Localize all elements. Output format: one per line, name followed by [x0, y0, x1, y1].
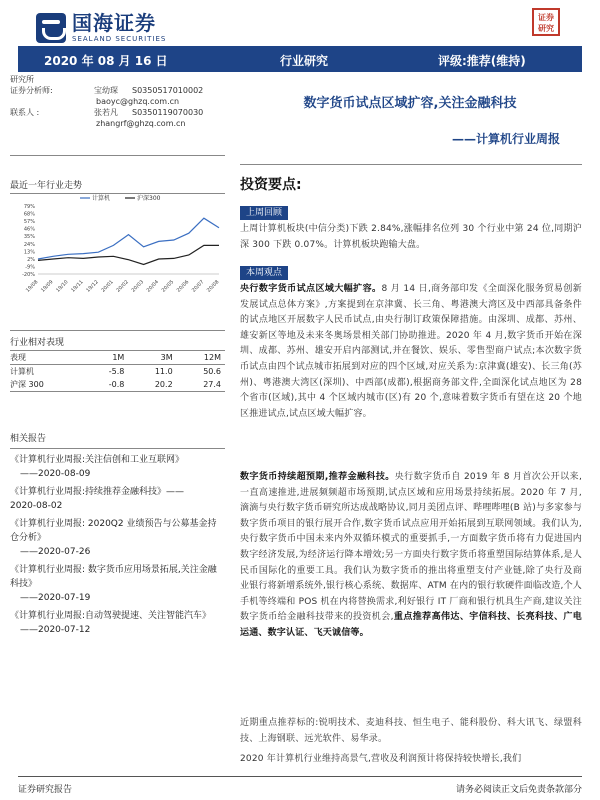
y-tick-label: -9%	[25, 264, 35, 271]
review-paragraph: 上周计算机板块(中信分类)下跌 2.84%,涨幅排名位列 30 个行业中第 24 位,同期沪深 300 下跌 0.07%。计算机板块跑输大盘。	[240, 224, 582, 250]
x-tick-label: 20/05	[160, 279, 176, 294]
y-tick-label: 24%	[23, 241, 35, 248]
outlook-paragraph: 2020 年计算机行业维持高景气,营收及利润预计将保持较快增长,我们	[240, 754, 522, 764]
report-link-text[interactable]: 《计算机行业周报: 2020Q2 业绩预告与公募基金持仓分析》	[10, 519, 217, 543]
legend-label: 计算机	[92, 195, 111, 202]
footer-left: 证券研究报告	[18, 785, 73, 795]
perf-title: 行业相对表现	[10, 338, 65, 348]
report-link[interactable]	[10, 517, 225, 559]
divider	[10, 448, 225, 449]
legend-label: 沪深300	[137, 195, 161, 202]
logo-cn-text: 国海证券	[72, 11, 156, 35]
company-logo	[36, 10, 196, 46]
logo-en-text: SEALAND SECURITIES	[72, 35, 167, 43]
view-paragraph-1	[240, 282, 582, 422]
table-header-cell: 12M	[203, 353, 221, 362]
analyst-cert: S0350517010002	[132, 86, 204, 95]
report-subtitle: ——计算机行业周报	[451, 132, 560, 146]
report-date: 2020 年 08 月 16 日	[44, 54, 168, 68]
x-tick-label: 19/09	[40, 279, 55, 294]
invest-heading: 投资要点:	[240, 177, 302, 193]
table-cell: -0.8	[108, 380, 125, 389]
relative-performance	[10, 330, 225, 392]
y-tick-label: 46%	[23, 226, 35, 233]
x-tick-label: 20/06	[175, 279, 191, 294]
analyst-label: 证券分析师:	[10, 86, 53, 95]
x-tick-label: 19/11	[70, 279, 85, 294]
report-date: ——2020-07-12	[20, 625, 91, 635]
x-tick-label: 20/04	[145, 279, 161, 294]
table-cell: 11.0	[154, 367, 173, 376]
report-date: ——2020-08-09	[20, 469, 91, 479]
trend-chart-svg	[10, 186, 225, 304]
y-tick-label: 79%	[23, 204, 35, 210]
bold-recommend: 重点推荐高伟达、宇信科技、长亮科技、广电运通、数字认证、飞天诚信等。	[240, 612, 582, 638]
analyst-info	[10, 76, 225, 194]
contact-email[interactable]: zhangrf@ghzq.com.cn	[96, 119, 186, 128]
y-tick-label: 68%	[23, 211, 35, 218]
report-seal-stamp: 证券 研究	[532, 8, 560, 36]
contact-label: 联系人 :	[10, 108, 40, 117]
analyst-name: 宝幼琛	[94, 86, 118, 95]
reports-title: 相关报告	[10, 434, 47, 444]
table-cell: -5.8	[108, 367, 125, 376]
x-tick-label: 20/02	[115, 279, 130, 294]
y-tick-label: 2%	[27, 256, 35, 263]
related-reports	[10, 432, 225, 641]
table-header-row	[10, 351, 225, 365]
y-tick-label: 35%	[23, 234, 35, 241]
footer-disclaimer: 请务必阅读正文后免责条款部分	[455, 785, 582, 795]
table-cell: 27.4	[203, 380, 221, 389]
y-tick-label: 57%	[23, 219, 35, 226]
report-title: 数字货币试点区域扩容,关注金融科技	[303, 96, 517, 111]
report-rating: 评级:推荐(维持)	[438, 54, 526, 68]
paragraph-text: 央行数字货币自 2019 年 8 月首次公开以来,一直高速推进,进展频频超市场预期,试点区域和应用场景持续拓展。2020 年 7 月,滴滴与央行数字货币研究所达成战略协议,同月美团点评、哔哩哔哩(B 站)与多家参与数字货币项目的银行展开合作,数字货币试点应用开始拓展到互联网领域。我们认为,央行数字货币中国未来内外双循环模式的重要抓手,一方面数字货币将有力促进国内数字经济发展,为经济运行降本增效;另一方面央行数字货币将重塑国际结算体系,是人民币国际化的重要工具。我们认为数字货币的推出将重塑支付产业链,除了央行及商业银行将新增系统外,银行核心系统、数据库、ATM 在内的银行软硬件面临改造,个人手机等终端和 POS 机在内将替换需求,利好银行 IT 厂商和银行机具生产商,建议关注数字货币给金融科技带来的投资机会,	[240, 472, 583, 623]
report-link-text[interactable]: 《计算机行业周报:关注信创和工业互联网》	[10, 455, 185, 465]
footer-divider	[18, 776, 582, 777]
view-paragraph-2	[240, 470, 582, 642]
table-header-cell: 1M	[112, 353, 125, 362]
perf-table	[10, 351, 225, 392]
table-row	[10, 365, 225, 379]
section-tag-review: 上周回顾	[240, 206, 288, 220]
report-date: ——2020-07-19	[20, 593, 91, 603]
x-tick-label: 20/08	[205, 279, 221, 294]
report-link-text[interactable]: 《计算机行业周报: 数字货币应用场景拓展,关注金融科技》	[10, 565, 217, 589]
y-tick-label: 13%	[23, 249, 35, 256]
report-link-text[interactable]: 《计算机行业周报:自动驾驶提速、关注智能汽车》	[10, 611, 212, 621]
report-link[interactable]	[10, 563, 225, 605]
table-cell: 50.6	[203, 367, 221, 376]
report-link[interactable]	[10, 485, 225, 513]
report-link-text[interactable]: 《计算机行业周报:持续推荐金融科技》——	[10, 487, 185, 497]
report-link[interactable]	[10, 453, 225, 481]
industry-trend-chart	[10, 186, 225, 304]
divider	[240, 164, 582, 165]
paragraph-text: 8 月 14 日,商务部印发《全面深化服务贸易创新发展试点总体方案》,方案提到在京津冀、长三角、粤港澳大湾区及中西部具备条件的试点地区开展数字人民币试点,由央行制订政策保障措施。由深圳、成都、苏州、雄安新区等地及未来冬奥场景相关部门协助推进。2020 年 4 月,数字货币开始在深圳、成都、苏州、雄安开启内部测试,并在餐饮、娱乐、零售型商户试点;本次数字货币试点由四个试点城市拓展到对应的四个区域,对应关系为:京津冀(雄安)、长三角(苏州)、粤港澳大湾区(深圳)、中西部(成都),根据商务部文件,全面深化试点地区为 28 个省市(区域),其中 4 个区域内城市(区)有 20 个,意味着数字货币有望在这 20 个地区推进试点,试点区域大幅扩容。	[240, 284, 582, 419]
divider	[10, 155, 225, 156]
section-tag-view: 本周观点	[240, 266, 288, 280]
x-tick-label: 20/01	[100, 279, 115, 294]
trend-title: 最近一年行业走势	[10, 181, 83, 191]
bold-lead: 数字货币持续超预期,推荐金融科技。	[240, 472, 395, 482]
bold-lead: 央行数字货币试点区域大幅扩容。	[240, 284, 382, 294]
x-tick-label: 19/08	[24, 279, 40, 294]
report-link[interactable]	[10, 609, 225, 637]
y-tick-label: -20%	[22, 272, 35, 278]
contact-name: 张若凡	[94, 108, 118, 117]
x-tick-label: 19/12	[85, 279, 100, 294]
contact-cert: S0350119070030	[132, 108, 204, 117]
table-header-cell: 表现	[10, 353, 26, 362]
table-cell: 20.2	[154, 380, 173, 389]
institute-label: 研究所	[10, 75, 34, 84]
x-tick-label: 20/03	[130, 279, 145, 294]
report-date: 2020-08-02	[10, 501, 63, 511]
table-header-cell: 3M	[160, 353, 173, 362]
table-cell: 计算机	[10, 367, 34, 376]
table-row	[10, 378, 225, 392]
x-tick-label: 19/10	[55, 279, 70, 294]
recommend-paragraph: 近期重点推荐标的:锐明技术、麦迪科技、恒生电子、能科股份、科大讯飞、绿盟科技、上海钢联、远光软件、易华录。	[240, 718, 582, 744]
divider	[10, 330, 225, 331]
header-band	[18, 46, 582, 72]
report-category: 行业研究	[280, 54, 329, 68]
analyst-email[interactable]: baoyc@ghzq.com.cn	[96, 97, 180, 106]
logo-mark-icon	[36, 13, 66, 43]
report-date: ——2020-07-26	[20, 547, 91, 557]
table-cell: 沪深 300	[10, 380, 44, 389]
x-tick-label: 20/07	[190, 279, 206, 294]
